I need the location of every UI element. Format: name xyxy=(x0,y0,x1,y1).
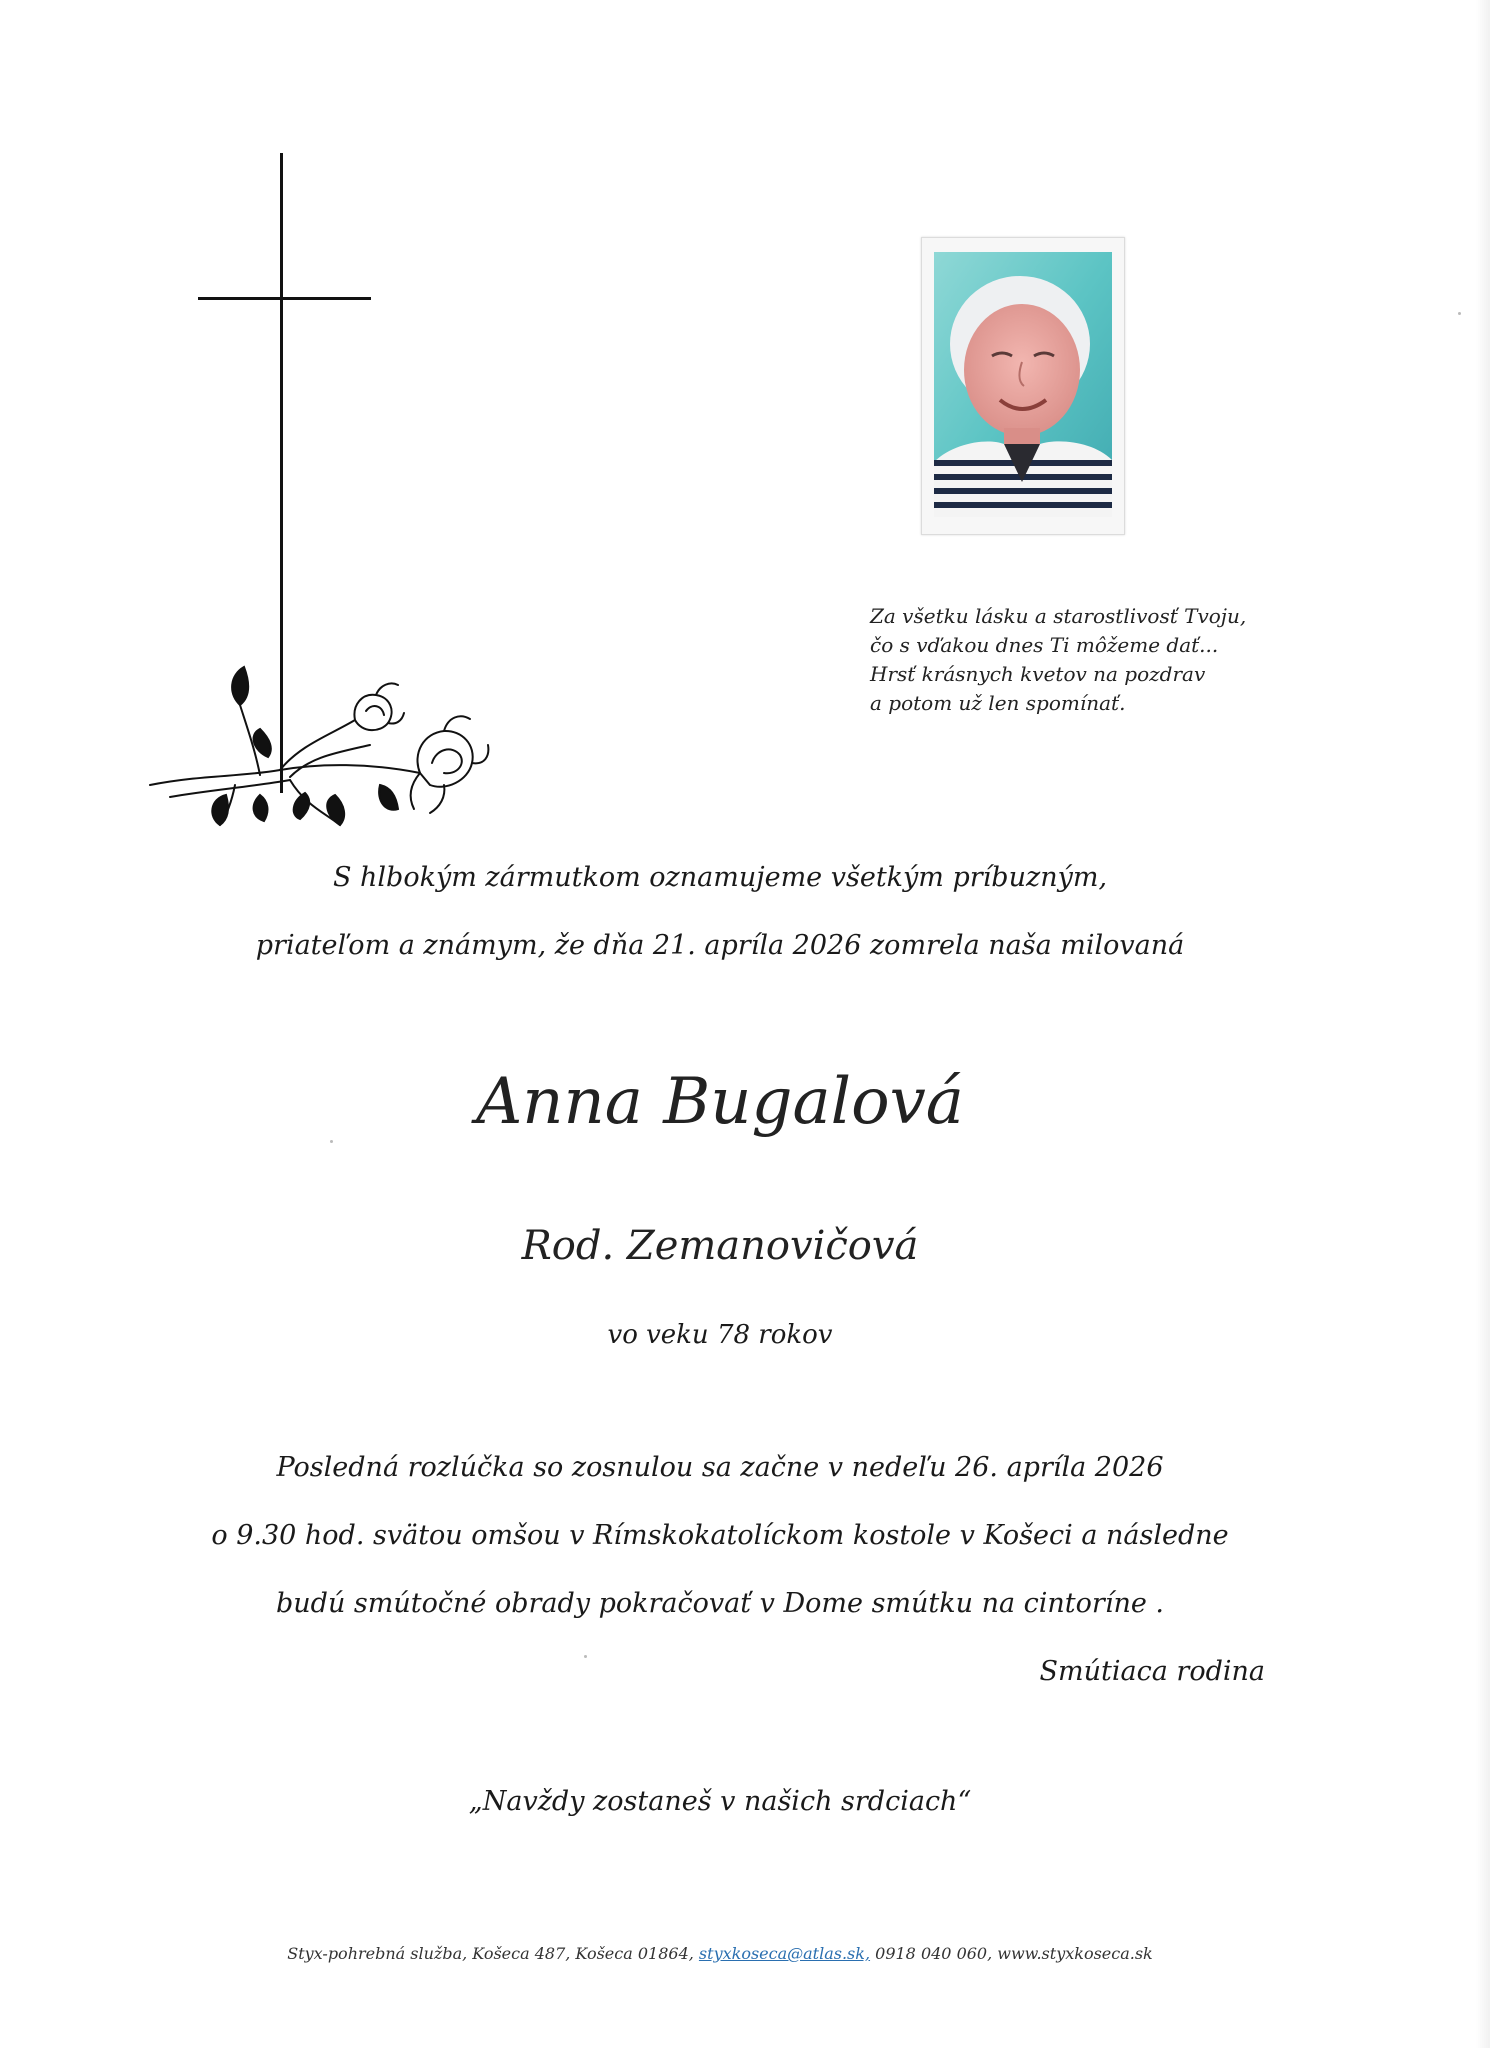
poem xyxy=(870,602,1290,718)
motto: „Navždy zostaneš v našich srdciach“ xyxy=(468,1786,972,1817)
scan-speck xyxy=(330,1140,333,1143)
announcement-line-1: S hlbokým zármutkom oznamujeme všetkým príbuzným, xyxy=(332,862,1108,893)
scan-speck xyxy=(584,1655,587,1658)
funeral-line-2: o 9.30 hod. svätou omšou v Rímskokatolíckom kostole v Košeci a následne xyxy=(211,1520,1229,1551)
scan-edge-shadow xyxy=(1476,0,1490,2048)
deceased-name: Anna Bugalová xyxy=(476,1065,964,1139)
scan-speck xyxy=(1458,312,1461,315)
poem-line: Za všetku lásku a starostlivosť Tvoju, xyxy=(870,604,1247,628)
footer-suffix: 0918 040 060, www.styxkoseca.sk xyxy=(870,1944,1153,1963)
announcement-line-2: priateľom a známym, že dňa 21. apríla 2026 zomrela naša milovaná xyxy=(255,930,1185,961)
footer xyxy=(0,1944,1440,1963)
maiden-name: Rod. Zemanovičová xyxy=(521,1223,919,1269)
funeral-line-3: budú smútočné obrady pokračovať v Dome smútku na cintoríne . xyxy=(275,1588,1164,1619)
portrait-photo xyxy=(921,237,1125,535)
funeral-line-1: Posledná rozlúčka so zosnulou sa začne v nedeľu 26. apríla 2026 xyxy=(276,1452,1164,1483)
footer-prefix: Styx-pohrebná služba, Košeca 487, Košeca 01864, xyxy=(287,1944,699,1963)
poem-line: Hrsť krásnych kvetov na pozdrav xyxy=(870,662,1206,686)
mourners-signature: Smútiaca rodina xyxy=(1039,1656,1265,1687)
age-text: vo veku 78 rokov xyxy=(607,1320,833,1350)
portrait-image xyxy=(934,252,1112,517)
footer-email-link[interactable]: styxkoseca@atlas.sk, xyxy=(698,1944,871,1963)
poem-line: a potom už len spomínať. xyxy=(870,691,1126,715)
rose-branch-icon xyxy=(150,667,488,825)
cross-with-roses xyxy=(140,145,500,845)
poem-line: čo s vďakou dnes Ti môžeme dať... xyxy=(870,633,1219,657)
cross-icon xyxy=(140,145,500,845)
